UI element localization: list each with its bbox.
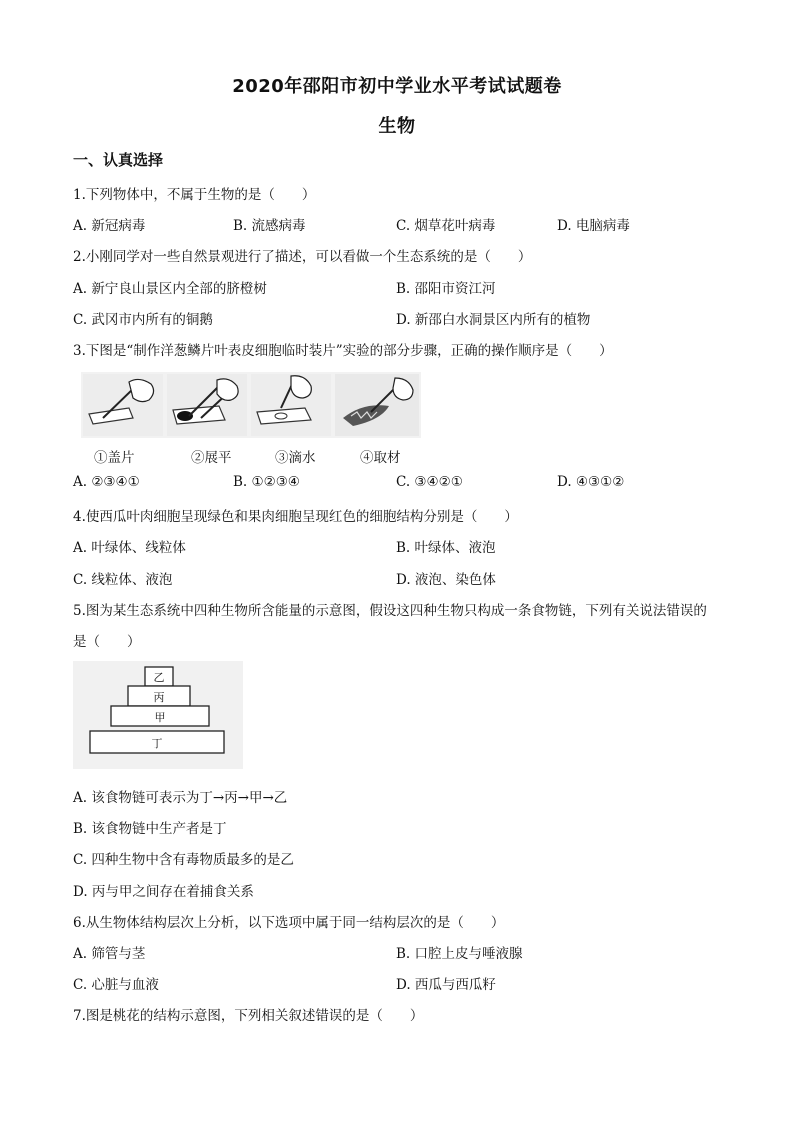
section-heading: 一、认真选择 [73,151,164,169]
q3-option-c: C. ③④②① [396,474,463,490]
q5-option-b: B. 该食物链中生产者是丁 [73,821,227,837]
q1-option-b: B. 流感病毒 [233,218,306,234]
question-5-stem-line-1: 5.图为某生态系统中四种生物所含能量的示意图，假设这四种生物只构成一条食物链，下列有关说法错误的 [73,603,707,619]
step-caption-3: ③滴水 [275,450,316,466]
q5-option-d: D. 丙与甲之间存在着捕食关系 [73,884,254,900]
question-2-stem: 2.小刚同学对一些自然景观进行了描述，可以看做一个生态系统的是（ ） [73,249,532,265]
q6-option-d: D. 西瓜与西瓜籽 [396,977,496,993]
q4-option-c: C. 线粒体、液泡 [73,572,173,588]
pyramid-label-4: 丁 [151,737,163,750]
q6-option-c: C. 心脏与血液 [73,977,159,993]
energy-pyramid-figure [73,661,243,769]
slide-preparation-steps-figure [81,372,421,438]
question-7-stem: 7.图是桃花的结构示意图，下列相关叙述错误的是（ ） [73,1008,424,1024]
question-4-stem: 4.使西瓜叶肉细胞呈现绿色和果肉细胞呈现红色的细胞结构分别是（ ） [73,509,518,525]
spread-step-illustration [167,374,247,436]
q4-option-a: A. 叶绿体、线粒体 [73,540,186,556]
q1-option-d: D. 电脑病毒 [557,218,630,234]
q2-option-d: D. 新邵白水洞景区内所有的植物 [396,312,591,328]
step-caption-2: ②展平 [191,450,232,466]
question-6-stem: 6.从生物体结构层次上分析，以下选项中属于同一结构层次的是（ ） [73,915,505,931]
q2-option-c: C. 武冈市内所有的铜鹅 [73,312,213,328]
exam-title: 2020年邵阳市初中学业水平考试试题卷 [232,76,562,97]
pyramid-label-2: 丙 [153,691,165,704]
q2-option-b: B. 邵阳市资江河 [396,281,496,297]
take-material-step-illustration [335,374,419,436]
subject-title: 生物 [378,116,416,137]
q2-option-a: A. 新宁良山景区内全部的脐橙树 [73,281,267,297]
q6-option-a: A. 筛管与茎 [73,946,146,962]
q1-option-c: C. 烟草花叶病毒 [396,218,496,234]
q5-option-a: A. 该食物链可表示为丁→丙→甲→乙 [73,790,288,806]
coverslip-step-illustration [83,374,163,436]
pyramid-label-3: 甲 [154,711,166,724]
q1-option-a: A. 新冠病毒 [73,218,146,234]
q5-option-c: C. 四种生物中含有毒物质最多的是乙 [73,852,294,868]
q3-option-b: B. ①②③④ [233,474,300,490]
pyramid-label-1: 乙 [153,671,165,684]
q3-option-d: D. ④③①② [557,474,625,490]
q6-option-b: B. 口腔上皮与唾液腺 [396,946,523,962]
question-3-stem: 3.下图是“制作洋葱鳞片叶表皮细胞临时装片”实验的部分步骤，正确的操作顺序是（ ） [73,343,613,359]
step-caption-1: ①盖片 [94,450,135,466]
q3-option-a: A. ②③④① [73,474,140,490]
question-5-stem-line-2: 是（ ） [73,634,141,650]
q4-option-b: B. 叶绿体、液泡 [396,540,496,556]
drip-water-step-illustration [251,374,331,436]
question-1-stem: 1.下列物体中，不属于生物的是（ ） [73,187,316,203]
q4-option-d: D. 液泡、染色体 [396,572,496,588]
step-caption-4: ④取材 [360,450,401,466]
